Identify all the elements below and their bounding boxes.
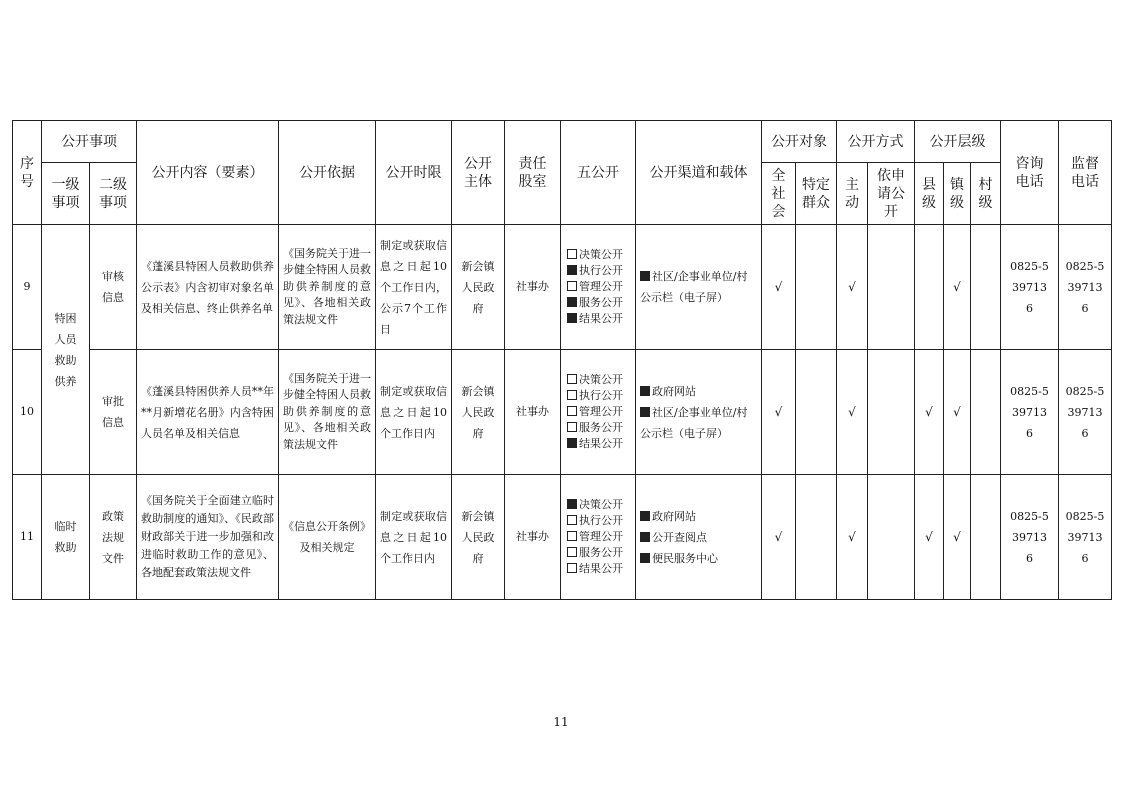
header-matter: 公开事项 [42, 121, 137, 163]
all-society-cell: √ [762, 225, 796, 350]
level2-cell: 审核信息 [90, 225, 137, 350]
on-request-cell [868, 350, 915, 475]
all-society-cell: √ [762, 475, 796, 600]
header-specific: 特定群众 [796, 163, 837, 225]
header-five: 五公开 [561, 121, 636, 225]
subject-cell: 新会镇人民政府 [452, 350, 505, 475]
village-cell [971, 475, 1001, 600]
filled-square-icon [640, 553, 650, 563]
specific-cell [796, 475, 837, 600]
checked-box-icon [567, 438, 577, 448]
checkbox-icon [567, 281, 577, 291]
header-office: 责任股室 [505, 121, 561, 225]
content-cell: 《国务院关于全面建立临时救助制度的通知》、《民政部 财政部关于进一步加强和改进临时救助工作的意见》、各地配套政策法规文件 [137, 475, 279, 600]
channel-item: 公开查阅点 [640, 527, 757, 548]
content-cell: 《蓬溪县特困供养人员**年**月新增花名册》内含特困人员名单及相关信息 [137, 350, 279, 475]
header-supervise: 监督电话 [1059, 121, 1112, 225]
village-cell [971, 350, 1001, 475]
five-cell [561, 225, 636, 350]
table-row [13, 475, 1112, 600]
seq-cell: 11 [13, 475, 42, 600]
checkbox-icon [567, 249, 577, 259]
header-town: 镇级 [944, 163, 971, 225]
checkbox-icon [567, 547, 577, 557]
channel-cell [636, 475, 762, 600]
five-option: 管理公开 [567, 404, 635, 420]
on-request-cell [868, 225, 915, 350]
time-limit-cell: 制定或获取信息之日起10个工作日内 [376, 475, 452, 600]
seq-cell: 10 [13, 350, 42, 475]
channel-item: 政府网站 [640, 381, 757, 402]
seq-cell: 9 [13, 225, 42, 350]
header-subject: 公开主体 [452, 121, 505, 225]
basis-cell: 《国务院关于进一步健全特困人员救助供养制度的意见》、各地相关政策法规文件 [279, 350, 376, 475]
filled-square-icon [640, 532, 650, 542]
five-option: 结果公开 [567, 436, 635, 452]
header-method: 公开方式 [837, 121, 915, 163]
five-cell [561, 350, 636, 475]
header-seq: 序号 [13, 121, 42, 225]
active-cell: √ [837, 475, 868, 600]
basis-cell: 《信息公开条例》及相关规定 [279, 475, 376, 600]
channel-item: 社区/企事业单位/村公示栏（电子屏） [640, 405, 748, 440]
disclosure-table [12, 120, 1112, 600]
five-option: 管理公开 [567, 529, 635, 545]
checkbox-icon [567, 531, 577, 541]
supervise-phone-cell: 0825-5397136 [1059, 225, 1112, 350]
header-county: 县级 [915, 163, 944, 225]
filled-square-icon [640, 271, 650, 281]
five-option: 决策公开 [567, 497, 635, 513]
village-cell [971, 225, 1001, 350]
filled-square-icon [640, 407, 650, 417]
five-option: 执行公开 [567, 263, 635, 279]
five-option: 管理公开 [567, 279, 635, 295]
content-cell: 《蓬溪县特困人员救助供养公示表》内含初审对象名单及相关信息、终止供养名单 [137, 225, 279, 350]
supervise-phone-cell: 0825-5397136 [1059, 350, 1112, 475]
header-channel: 公开渠道和载体 [636, 121, 762, 225]
office-cell: 社事办 [505, 225, 561, 350]
filled-square-icon [640, 386, 650, 396]
header-level1: 一级事项 [42, 163, 90, 225]
all-society-cell: √ [762, 350, 796, 475]
town-cell: √ [944, 350, 971, 475]
time-limit-cell: 制定或获取信息之日起10个工作日内，公示7个工作日 [376, 225, 452, 350]
table-row [13, 225, 1112, 350]
header-village: 村级 [971, 163, 1001, 225]
checkbox-icon [567, 563, 577, 573]
active-cell: √ [837, 225, 868, 350]
checkbox-icon [567, 422, 577, 432]
header-target: 公开对象 [762, 121, 837, 163]
level1-merged-cell: 特困人员救助供养 [42, 225, 90, 475]
level1-cell: 临时救助 [42, 475, 90, 600]
header-basis: 公开依据 [279, 121, 376, 225]
level2-cell: 审批信息 [90, 350, 137, 475]
county-cell [915, 225, 944, 350]
town-cell: √ [944, 225, 971, 350]
county-cell: √ [915, 475, 944, 600]
consult-phone-cell: 0825-5397136 [1001, 225, 1059, 350]
consult-phone-cell: 0825-5397136 [1001, 350, 1059, 475]
five-option: 服务公开 [567, 420, 635, 436]
header-on-request: 依申请公开 [868, 163, 915, 225]
office-cell: 社事办 [505, 350, 561, 475]
on-request-cell [868, 475, 915, 600]
checked-box-icon [567, 313, 577, 323]
checkbox-icon [567, 406, 577, 416]
five-option: 结果公开 [567, 311, 635, 327]
header-level2: 二级事项 [90, 163, 137, 225]
channel-cell [636, 225, 762, 350]
five-cell [561, 475, 636, 600]
channel-item: 便民服务中心 [640, 548, 757, 569]
five-option: 执行公开 [567, 388, 635, 404]
specific-cell [796, 350, 837, 475]
consult-phone-cell: 0825-5397136 [1001, 475, 1059, 600]
checked-box-icon [567, 499, 577, 509]
office-cell: 社事办 [505, 475, 561, 600]
header-time-limit: 公开时限 [376, 121, 452, 225]
checked-box-icon [567, 265, 577, 275]
header-tier: 公开层级 [915, 121, 1001, 163]
five-option: 执行公开 [567, 513, 635, 529]
page-number: 11 [553, 715, 569, 729]
basis-cell: 《国务院关于进一步健全特困人员救助供养制度的意见》、各地相关政策法规文件 [279, 225, 376, 350]
header-consult: 咨询电话 [1001, 121, 1059, 225]
header-all-society: 全社会 [762, 163, 796, 225]
channel-item: 政府网站 [640, 506, 757, 527]
specific-cell [796, 225, 837, 350]
five-option: 决策公开 [567, 247, 635, 263]
checkbox-icon [567, 374, 577, 384]
five-option: 服务公开 [567, 545, 635, 561]
channel-cell [636, 350, 762, 475]
time-limit-cell: 制定或获取信息之日起10个工作日内 [376, 350, 452, 475]
channel-item: 社区/企事业单位/村公示栏（电子屏） [640, 270, 748, 304]
checked-box-icon [567, 297, 577, 307]
table-row [13, 350, 1112, 475]
active-cell: √ [837, 350, 868, 475]
header-content: 公开内容（要素） [137, 121, 279, 225]
subject-cell: 新会镇人民政府 [452, 225, 505, 350]
town-cell: √ [944, 475, 971, 600]
filled-square-icon [640, 511, 650, 521]
five-option: 结果公开 [567, 561, 635, 577]
checkbox-icon [567, 515, 577, 525]
subject-cell: 新会镇人民政府 [452, 475, 505, 600]
header-active: 主动 [837, 163, 868, 225]
five-option: 服务公开 [567, 295, 635, 311]
supervise-phone-cell: 0825-5397136 [1059, 475, 1112, 600]
checkbox-icon [567, 390, 577, 400]
level2-cell: 政策法规文件 [90, 475, 137, 600]
five-option: 决策公开 [567, 372, 635, 388]
county-cell: √ [915, 350, 944, 475]
